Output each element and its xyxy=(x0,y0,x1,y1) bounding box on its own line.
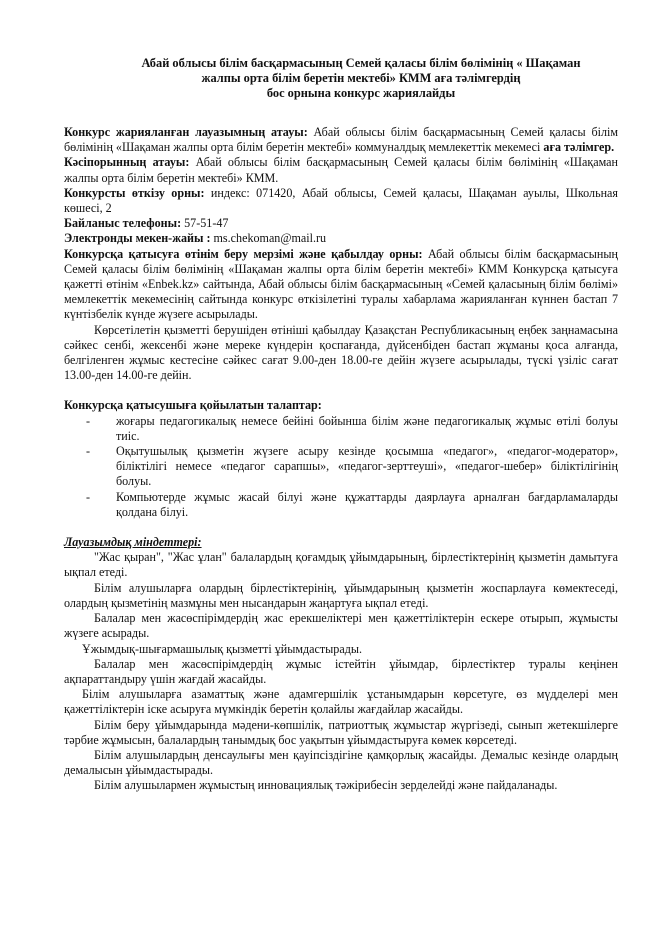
schedule-paragraph: Көрсетілетін қызметті берушіден өтініші қабылдау Қазақстан Республикасының еңбек заңнамасына сәйкес сенбі, жексенбі және мереке күндерін қоспағанда, дүйсенбіден бастап жұманы қоса алғанда, белгіленген жұмыс кестесіне сәйкес сағат 9.00-ден 18.00-ге дейін жүзеге асырылады, түскі үзіліс сағат 13.00-ден 14.00-ге дейін. xyxy=(64,322,618,383)
title-line-1: Абай облысы білім басқармасының Семей қаласы білім бөлімінің « Шақаман xyxy=(141,56,581,70)
deadline-paragraph xyxy=(64,247,618,323)
venue-paragraph xyxy=(64,186,618,216)
position-label: Конкурс жарияланған лауазымның атауы: xyxy=(64,125,308,139)
requirements-list xyxy=(64,414,618,520)
duty-item: Білім беру ұйымдарында мәдени-көпшілік, патриоттық жұмыстар жүргізеді, сынып жетекшілерге тәрбие жұмысын, балалардың танымдық бос уақытын ұйымдастыруға көмек көрсетеді. xyxy=(64,717,618,747)
position-bold-tail: аға тәлімгер. xyxy=(543,140,615,155)
venue-label: Конкурсты өткізу орны: xyxy=(64,185,205,200)
email-paragraph xyxy=(64,231,618,246)
duty-item: Білім алушыларға азаматтық және адамгершілік ұстанымдарын көрсетуге, өз мүдделері мен қажеттіліктерін іске асыруға мүмкіндік беретін қолайлы жағдайлар жасайды. xyxy=(64,687,618,717)
phone-text: 57-51-47 xyxy=(181,216,229,231)
announcement-title xyxy=(104,56,618,101)
requirement-item: - жоғары педагогикалық немесе бейіні бойынша білім және педагогикалық жұмыс өтілі болуы тиіс. xyxy=(86,413,618,443)
deadline-text: Абай облысы білім басқармасының Семей қаласы білім бөлімінің «Шақаман жалпы орта білім беретін мектебі» КММ Конкурсқа қатысуға қажетті өтінім «Enbek.kz» сайтында, Абай облысы білім басқармасының «Семей қаласының білім бөлімі» мемлекеттік мекемесінің сайтында конкурс өткізілетіні туралы хабарлама жарияланған күннен бастап 7 күнтізбелік күнде жүзеге асырылады. xyxy=(64,246,618,322)
duty-item: "Жас қыран", "Жас ұлан" балалардың қоғамдық ұйымдарының, бірлестіктерінің қызметін дамытуға ықпал етеді. xyxy=(64,550,618,580)
position-text: Абай облысы білім басқармасының Семей қаласы білім бөлімінің «Шақаман жалпы орта білім беретін мектебі» коммуналдық мемлекеттік мекемесі xyxy=(64,125,618,155)
requirement-item: - Оқытушылық қызметін жүзеге асыру кезінде қосымша «педагог», «педагог-модератор», біліктілігі немесе «педагог сарапшы», «педагог-зерттеуші», «педагог-шебер» біліктілігінің болуы. xyxy=(86,444,618,489)
duty-item: Білім алушыларға олардың бірлестіктерінің, ұйымдарының қызметін жоспарлауға көмектеседі, олардың қызметінің мазмұны мен нысандарын жаңартуға ықпал етеді. xyxy=(64,580,618,610)
duty-item: Білім алушылардың денсаулығы мен қауіпсіздігіне қамқорлық жасайды. Демалыс кезінде олардың демалысын ұйымдастырады. xyxy=(64,747,618,778)
email-label: Электронды мекен-жайы : xyxy=(64,231,211,246)
title-line-2: жалпы орта білім беретін мектебі» КММ аға тәлімгердің xyxy=(201,71,521,85)
email-link[interactable]: ms.chekoman@mail.ru xyxy=(210,231,327,246)
requirement-item: - Компьютерде жұмыс жасай білуі және құжаттарды даярлауға арналған бағдарламаларды қолдана білуі. xyxy=(86,489,618,519)
duties-title: Лауазымдық міндеттері: xyxy=(64,535,202,550)
duty-item: Балалар мен жасөспірімдердің жас ерекшеліктері мен қажеттіліктерін ескере отырып, жұмысты жүзеге асырады. xyxy=(64,611,618,641)
employer-paragraph xyxy=(64,155,618,185)
phone-paragraph xyxy=(64,216,618,231)
duty-item: Ұжымдық-шығармашылық қызметті ұйымдастырады. xyxy=(82,641,363,656)
employer-label: Кәсіпорынның атауы: xyxy=(64,155,190,170)
title-line-3: бос орнына конкурс жариялайды xyxy=(266,86,456,100)
phone-label: Байланыс телефоны: xyxy=(64,216,182,231)
requirements-title: Конкурсқа қатысушыға қойылатын талаптар: xyxy=(64,398,322,413)
venue-text: индекс: 071420, Абай облысы, Семей қаласы, Шақаман ауылы, Школьная көшесі, 2 xyxy=(64,185,618,216)
duty-item: Білім алушылармен жұмыстың инновациялық тәжірибесін зерделейді және пайдаланады. xyxy=(94,778,558,793)
deadline-label: Конкурсқа қатысуға өтінім беру мерзімі және қабылдау орны: xyxy=(64,246,423,261)
duty-item: Балалар мен жасөспірімдердің жұмыс істейтін ұйымдар, бірлестіктер туралы кеңінен ақпараттандыру үшін жағдай жасайды. xyxy=(64,656,618,686)
position-paragraph xyxy=(64,125,618,155)
employer-text: Абай облысы білім басқармасының Семей қаласы білім бөлімінің «Шақаман жалпы орта білім беретін мектебі» КММ. xyxy=(64,155,618,185)
